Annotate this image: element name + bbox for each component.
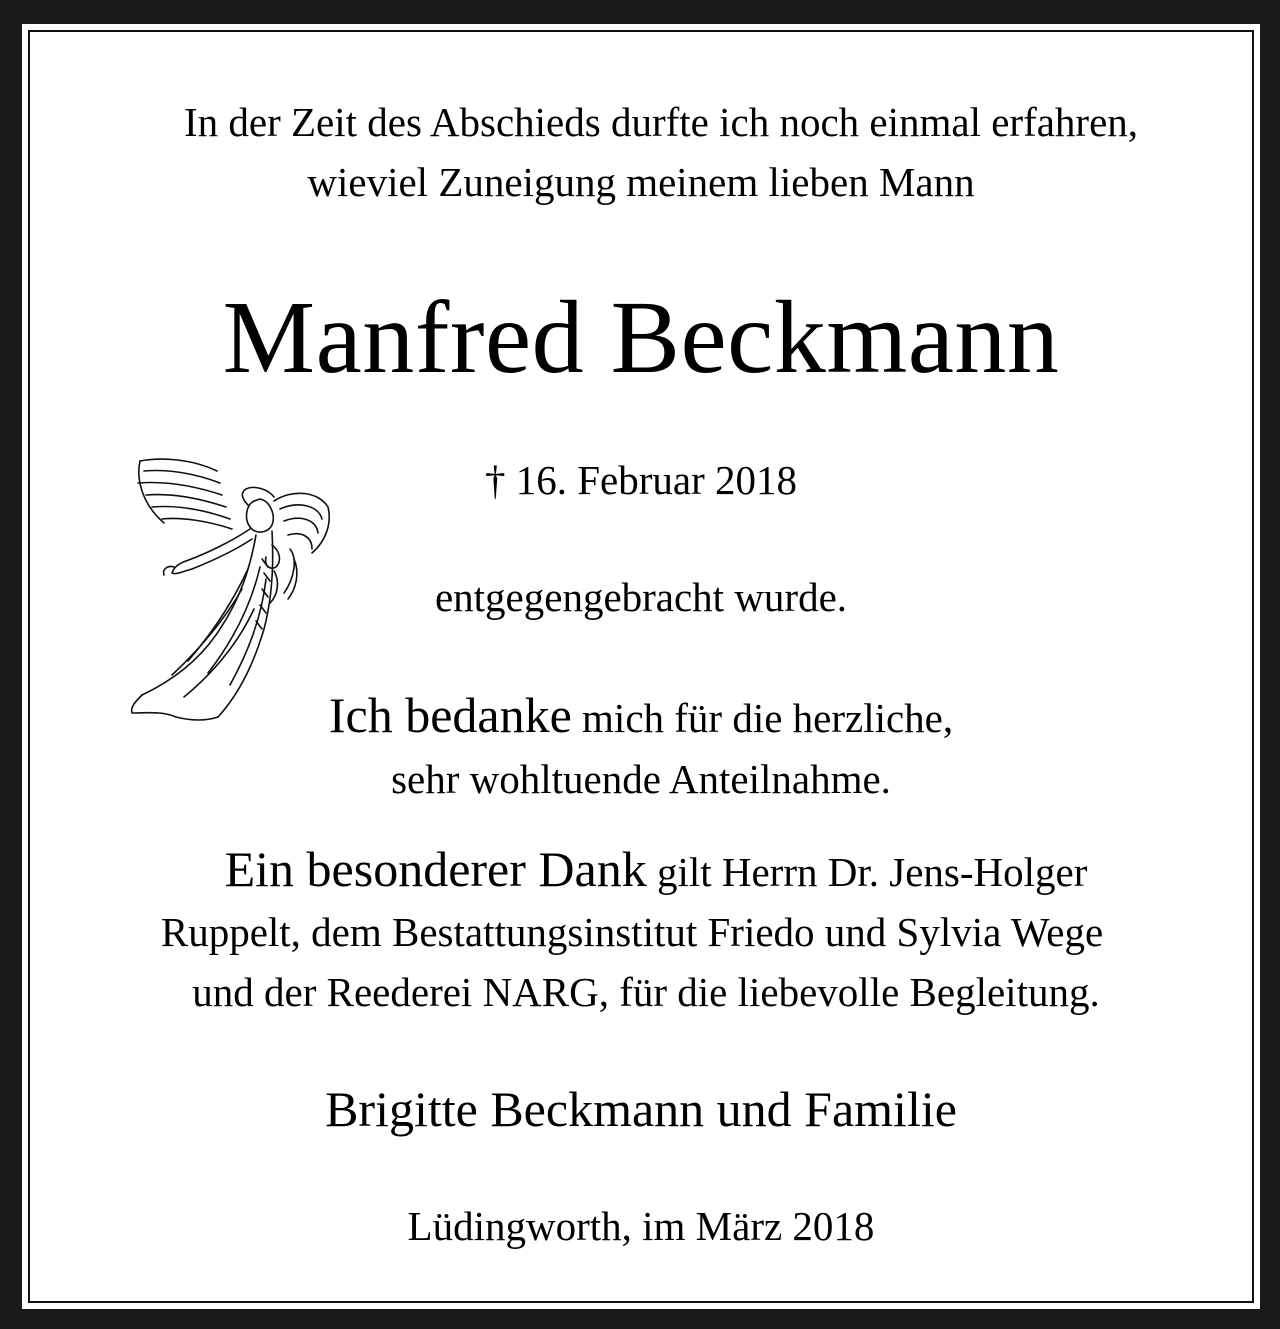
continuation-text: entgegengebracht wurde.: [434, 574, 848, 620]
special-lead: Ein besonderer Dank: [224, 841, 647, 897]
thanks-rest: mich für die herzliche,: [571, 695, 954, 741]
death-date: † 16. Februar 2018: [484, 457, 797, 503]
angel-drawing-icon: [122, 449, 337, 729]
thanks-line-2: sehr wohltuende Anteilnahme.: [391, 756, 891, 802]
intro-line-1: In der Zeit des Abschieds durfte ich noch einmal erfahren,: [183, 99, 1139, 145]
intro-line-2: wieviel Zuneigung meinem lieben Mann: [307, 159, 975, 205]
deceased-name: Manfred Beckmann: [222, 280, 1060, 395]
signature: Brigitte Beckmann und Familie: [325, 1081, 957, 1137]
special-rest: gilt Herrn Dr. Jens-Holger: [646, 849, 1088, 895]
special-line-3: und der Reederei NARG, für die liebevolle Begleitung.: [192, 969, 1100, 1015]
special-line-1: [52, 841, 1260, 897]
place-and-date: Lüdingworth, im März 2018: [407, 1203, 875, 1249]
obituary-card: [22, 24, 1260, 1309]
special-line-2: Ruppelt, dem Bestattungsinstitut Friedo und Sylvia Wege: [160, 909, 1104, 955]
thanks-lead: Ich bedanke: [328, 687, 572, 743]
